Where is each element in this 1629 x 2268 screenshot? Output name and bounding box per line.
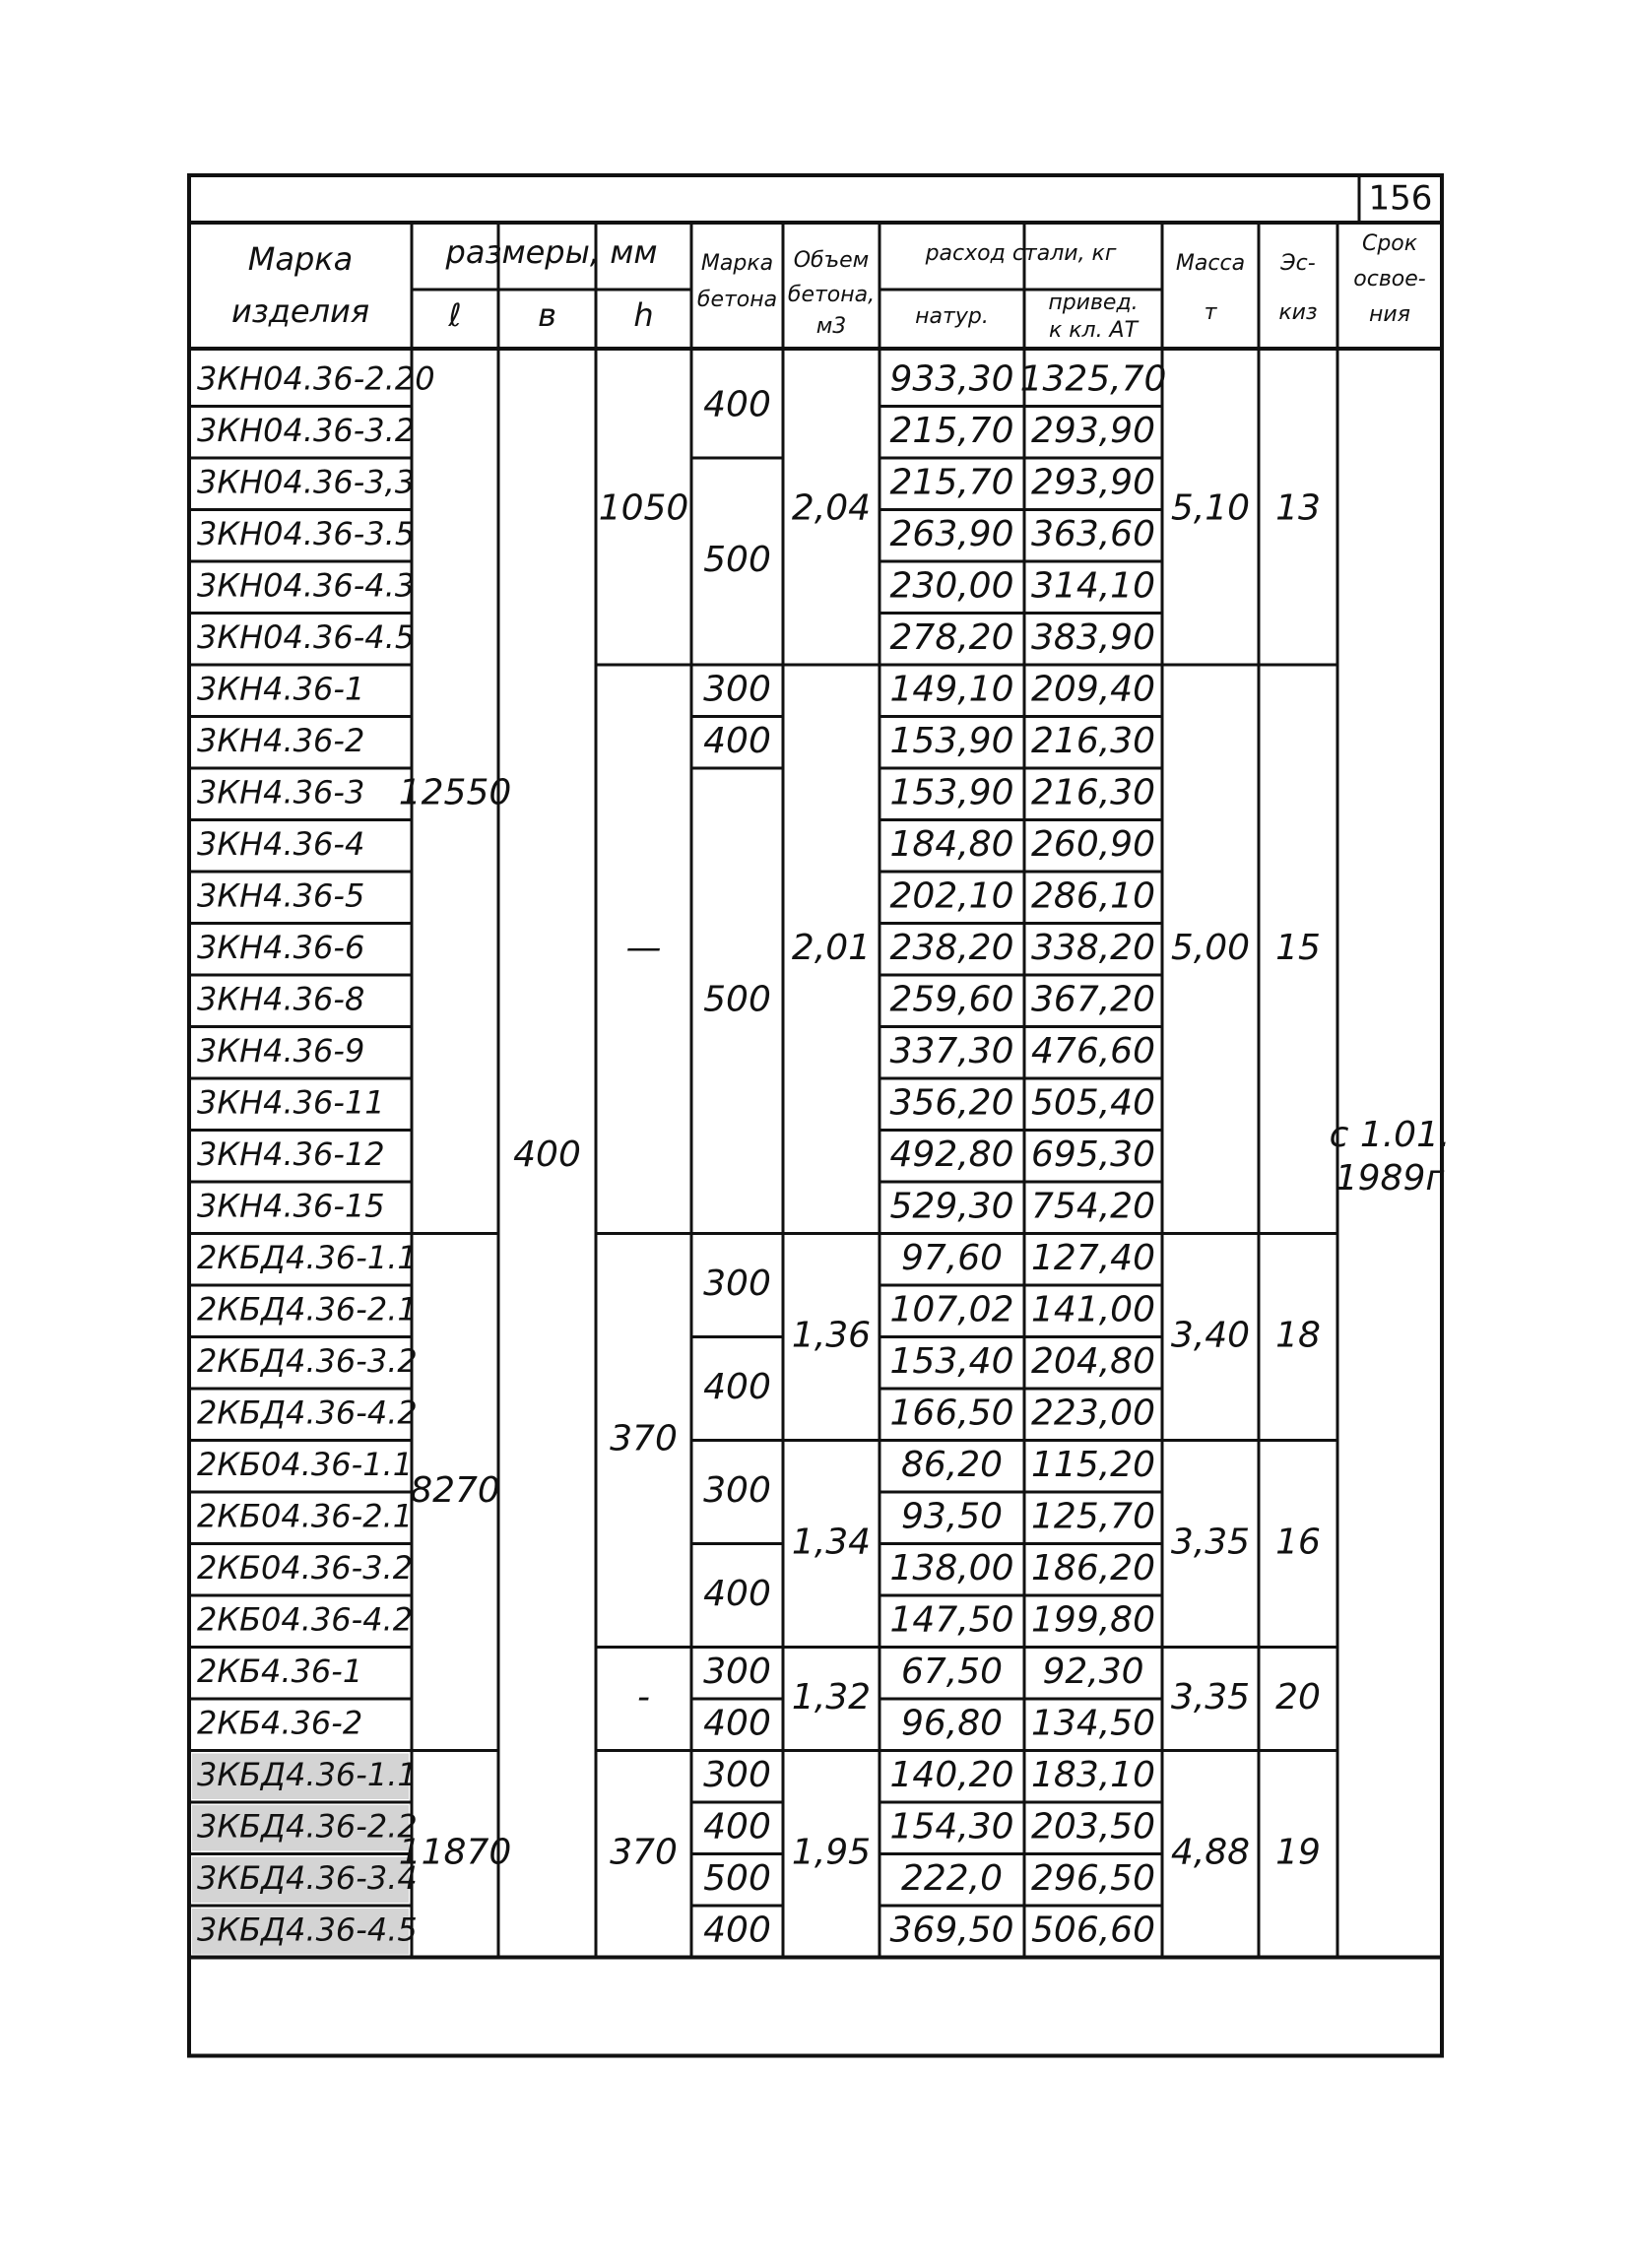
table-row-steel-natural: 86,20 bbox=[900, 1444, 1004, 1485]
table-row-steel-natural: 492,80 bbox=[889, 1134, 1014, 1175]
header-mark-line1: Марка bbox=[247, 240, 354, 278]
merged-cell-grade: 300 bbox=[703, 669, 771, 710]
table-row-steel-reduced: 314,10 bbox=[1031, 565, 1155, 607]
merged-cell-height: 370 bbox=[610, 1832, 678, 1873]
merged-cell-grade: 400 bbox=[703, 384, 771, 425]
table-row-steel-natural: 96,80 bbox=[900, 1703, 1004, 1744]
table-row-steel-natural: 93,50 bbox=[900, 1496, 1004, 1537]
merged-cell-mass: 5,00 bbox=[1170, 927, 1251, 968]
header-volume-line2: бетона, bbox=[787, 283, 876, 307]
merged-cell-height: 370 bbox=[610, 1418, 678, 1459]
table-row-steel-reduced: 199,80 bbox=[1031, 1599, 1155, 1641]
merged-cell-length: 12550 bbox=[398, 772, 512, 813]
header-sketch-line2: киз bbox=[1278, 300, 1318, 325]
table-row-mark: 3КН04.36-3,3 bbox=[197, 463, 416, 501]
table-row-steel-reduced: 141,00 bbox=[1031, 1289, 1155, 1330]
table-row-steel-natural: 238,20 bbox=[889, 927, 1014, 968]
merged-cell-term: с 1.01. bbox=[1329, 1114, 1451, 1155]
table-row-mark: 3КН4.36-11 bbox=[197, 1083, 385, 1122]
merged-cell-length: 8270 bbox=[410, 1470, 500, 1511]
table-row-steel-reduced: 338,20 bbox=[1031, 927, 1155, 968]
table-row-steel-reduced: 92,30 bbox=[1042, 1651, 1144, 1692]
table-row-mark: 3КН4.36-12 bbox=[197, 1134, 385, 1173]
table-row-steel-reduced: 476,60 bbox=[1031, 1030, 1155, 1071]
table-row-steel-reduced: 506,60 bbox=[1031, 1910, 1155, 1951]
table-row-steel-reduced: 216,30 bbox=[1031, 720, 1155, 761]
merged-cell-grade: 500 bbox=[703, 1857, 771, 1899]
table-row-mark: 3КН4.36-2 bbox=[197, 721, 365, 759]
table-row-steel-natural: 67,50 bbox=[900, 1651, 1004, 1692]
table-row-steel-natural: 147,50 bbox=[889, 1599, 1014, 1641]
header-volume-line3: м3 bbox=[815, 314, 847, 339]
table-row-mark: 3КБД4.36-1.1 bbox=[197, 1755, 418, 1793]
merged-cell-mass: 5,10 bbox=[1170, 487, 1251, 529]
table-row-mark: 3КБД4.36-2.2 bbox=[197, 1807, 418, 1846]
merged-cell-sketch: 15 bbox=[1275, 927, 1321, 968]
table-row-mark: 3КН04.36-2.20 bbox=[197, 359, 435, 398]
table-row-steel-natural: 149,10 bbox=[889, 669, 1014, 710]
header-volume-line1: Объем bbox=[793, 248, 870, 273]
table-row-steel-natural: 230,00 bbox=[889, 565, 1014, 607]
merged-cell-grade: 300 bbox=[703, 1470, 771, 1511]
header-dimensions: размеры, мм bbox=[445, 233, 658, 271]
merged-cell-height: - bbox=[637, 1677, 650, 1717]
header-steel-reduced-line1: привед. bbox=[1048, 291, 1139, 315]
table-row-mark: 2КБ4.36-1 bbox=[197, 1652, 363, 1690]
table-row-steel-natural: 263,90 bbox=[889, 513, 1014, 554]
merged-cell-grade: 400 bbox=[703, 1574, 771, 1614]
table-row-mark: 2КБД4.36-2.1 bbox=[197, 1290, 418, 1328]
table-row-steel-reduced: 695,30 bbox=[1031, 1134, 1155, 1175]
table-row-mark: 3КН4.36-5 bbox=[197, 876, 365, 915]
table-row-steel-natural: 140,20 bbox=[889, 1754, 1014, 1795]
merged-cell-grade: 300 bbox=[703, 1754, 771, 1795]
table-row-steel-natural: 153,90 bbox=[889, 720, 1014, 761]
merged-cell-grade: 300 bbox=[703, 1264, 771, 1304]
table-row-steel-reduced: 115,20 bbox=[1031, 1444, 1155, 1485]
page-number: 156 bbox=[1368, 178, 1433, 219]
table-row-steel-natural: 97,60 bbox=[900, 1237, 1004, 1278]
table-row-mark: 2КБД4.36-4.2 bbox=[197, 1393, 418, 1432]
table-row-steel-natural: 215,70 bbox=[889, 462, 1014, 503]
header-steel: расход стали, кг bbox=[925, 241, 1117, 266]
table-row-steel-natural: 153,90 bbox=[889, 772, 1014, 813]
merged-cell-sketch: 19 bbox=[1275, 1832, 1321, 1873]
table-row-steel-reduced: 505,40 bbox=[1031, 1082, 1155, 1124]
table-row-mark: 2КБ04.36-3.2 bbox=[197, 1548, 414, 1587]
table-row-mark: 3КБД4.36-4.5 bbox=[197, 1911, 418, 1949]
table-row-mark: 3КН4.36-6 bbox=[197, 928, 365, 966]
header-dim-b: в bbox=[538, 296, 556, 334]
merged-cell-term: 1989г bbox=[1335, 1157, 1445, 1199]
table-row-mark: 2КБ04.36-4.2 bbox=[197, 1600, 414, 1639]
merged-cell-mass: 3,40 bbox=[1170, 1315, 1251, 1356]
merged-cell-mass: 4,88 bbox=[1170, 1832, 1251, 1873]
table-row-steel-reduced: 204,80 bbox=[1031, 1340, 1155, 1382]
merged-cell-volume: 2,04 bbox=[791, 487, 872, 529]
table-row-steel-reduced: 127,40 bbox=[1031, 1237, 1155, 1278]
table-row-mark: 2КБ04.36-1.1 bbox=[197, 1445, 414, 1483]
table-row-steel-natural: 933,30 bbox=[889, 358, 1014, 400]
table-row-mark: 2КБД4.36-3.2 bbox=[197, 1341, 418, 1380]
header-steel-reduced-line2: к кл. АТ bbox=[1048, 318, 1139, 343]
table-row-steel-reduced: 296,50 bbox=[1031, 1857, 1155, 1899]
table-row-mark: 3КН4.36-15 bbox=[197, 1187, 385, 1225]
header-mass-line2: т bbox=[1204, 300, 1217, 325]
table-row-mark: 3КН4.36-4 bbox=[197, 824, 365, 863]
table-row-mark: 2КБД4.36-1.1 bbox=[197, 1238, 418, 1276]
merged-cell-grade: 400 bbox=[703, 1910, 771, 1951]
merged-cell-mass: 3,35 bbox=[1170, 1522, 1251, 1563]
table-row-steel-natural: 166,50 bbox=[889, 1393, 1014, 1434]
merged-cell-sketch: 13 bbox=[1275, 487, 1321, 529]
table-row-steel-natural: 356,20 bbox=[889, 1082, 1014, 1124]
merged-cell-height: 1050 bbox=[598, 487, 689, 529]
table-row-mark: 3КБД4.36-3.4 bbox=[197, 1858, 418, 1897]
merged-cell-width: 400 bbox=[513, 1134, 581, 1175]
merged-cell-sketch: 16 bbox=[1275, 1522, 1321, 1563]
table-row-steel-natural: 184,80 bbox=[889, 823, 1014, 865]
table-row-steel-natural: 337,30 bbox=[889, 1030, 1014, 1071]
merged-cell-grade: 400 bbox=[703, 1703, 771, 1744]
header-term-line3: ния bbox=[1369, 302, 1410, 327]
table-row-steel-reduced: 293,90 bbox=[1031, 462, 1155, 503]
table-row-steel-natural: 259,60 bbox=[889, 979, 1014, 1020]
merged-cell-grade: 400 bbox=[703, 1367, 771, 1407]
table-row-mark: 3КН04.36-3.5 bbox=[197, 514, 416, 552]
merged-cell-grade: 500 bbox=[703, 979, 771, 1020]
table-row-steel-natural: 529,30 bbox=[889, 1186, 1014, 1227]
table-row-steel-reduced: 286,10 bbox=[1031, 875, 1155, 917]
merged-cell-volume: 2,01 bbox=[791, 927, 872, 968]
header-mark-line2: изделия bbox=[230, 292, 370, 330]
table-row-steel-natural: 153,40 bbox=[889, 1340, 1014, 1382]
table-row-steel-reduced: 1325,70 bbox=[1019, 358, 1167, 400]
table-row-steel-reduced: 209,40 bbox=[1031, 669, 1155, 710]
table-row-mark: 2КБ4.36-2 bbox=[197, 1704, 363, 1742]
table-row-steel-reduced: 216,30 bbox=[1031, 772, 1155, 813]
table-row-steel-reduced: 367,20 bbox=[1031, 979, 1155, 1020]
table-row-steel-natural: 202,10 bbox=[889, 875, 1014, 917]
merged-cell-sketch: 18 bbox=[1275, 1315, 1321, 1356]
table-row-mark: 2КБ04.36-2.1 bbox=[197, 1497, 414, 1535]
merged-cell-volume: 1,32 bbox=[791, 1677, 872, 1717]
merged-cell-mass: 3,35 bbox=[1170, 1677, 1251, 1717]
header-dim-h: h bbox=[633, 296, 654, 334]
table-row-steel-reduced: 125,70 bbox=[1031, 1496, 1155, 1537]
table-row-steel-natural: 215,70 bbox=[889, 410, 1014, 451]
table-row-steel-reduced: 223,00 bbox=[1031, 1393, 1155, 1434]
merged-cell-sketch: 20 bbox=[1275, 1677, 1321, 1717]
merged-cell-grade: 400 bbox=[703, 720, 771, 761]
table-row-mark: 3КН4.36-9 bbox=[197, 1031, 365, 1069]
header-sketch-line1: Эс- bbox=[1280, 251, 1316, 276]
merged-cell-grade: 300 bbox=[703, 1651, 771, 1692]
table-row-steel-reduced: 134,50 bbox=[1031, 1703, 1155, 1744]
table-row-steel-reduced: 183,10 bbox=[1031, 1754, 1155, 1795]
table-row-mark: 3КН4.36-8 bbox=[197, 980, 365, 1018]
table-row-mark: 3КН04.36-4.3 bbox=[197, 566, 416, 605]
table-row-steel-natural: 222,0 bbox=[900, 1857, 1004, 1899]
table-row-mark: 3КН4.36-3 bbox=[197, 773, 365, 811]
table-row-steel-reduced: 203,50 bbox=[1031, 1806, 1155, 1847]
header-grade-line2: бетона bbox=[696, 288, 778, 312]
merged-cell-grade: 500 bbox=[703, 540, 771, 580]
merged-cell-volume: 1,36 bbox=[791, 1315, 872, 1356]
table-row-steel-reduced: 363,60 bbox=[1031, 513, 1155, 554]
header-term-line2: освое- bbox=[1353, 267, 1426, 292]
merged-cell-volume: 1,34 bbox=[791, 1522, 872, 1563]
header-term-line1: Срок bbox=[1361, 231, 1418, 256]
table-row-steel-reduced: 293,90 bbox=[1031, 410, 1155, 451]
header-grade-line1: Марка bbox=[700, 251, 774, 276]
merged-cell-length: 11870 bbox=[398, 1832, 512, 1873]
header-mass-line1: Масса bbox=[1175, 251, 1246, 276]
table-row-mark: 3КН04.36-3.2 bbox=[197, 411, 416, 449]
table-row-steel-natural: 138,00 bbox=[889, 1547, 1014, 1588]
table-row-steel-reduced: 383,90 bbox=[1031, 616, 1155, 658]
merged-cell-grade: 400 bbox=[703, 1806, 771, 1847]
table-row-steel-natural: 154,30 bbox=[889, 1806, 1014, 1847]
table-row-steel-reduced: 754,20 bbox=[1031, 1186, 1155, 1227]
table-row-mark: 3КН4.36-1 bbox=[197, 670, 365, 708]
table-row-steel-natural: 369,50 bbox=[889, 1910, 1014, 1951]
merged-cell-volume: 1,95 bbox=[791, 1832, 872, 1873]
table-row-mark: 3КН04.36-4.5 bbox=[197, 617, 416, 656]
header-dim-l: ℓ bbox=[448, 296, 462, 334]
table-row-steel-natural: 107,02 bbox=[889, 1289, 1014, 1330]
table-row-steel-natural: 278,20 bbox=[889, 616, 1014, 658]
table-row-steel-reduced: 186,20 bbox=[1031, 1547, 1155, 1588]
header-steel-natural: натур. bbox=[915, 304, 989, 329]
merged-cell-height: — bbox=[625, 927, 662, 968]
table-row-steel-reduced: 260,90 bbox=[1031, 823, 1155, 865]
